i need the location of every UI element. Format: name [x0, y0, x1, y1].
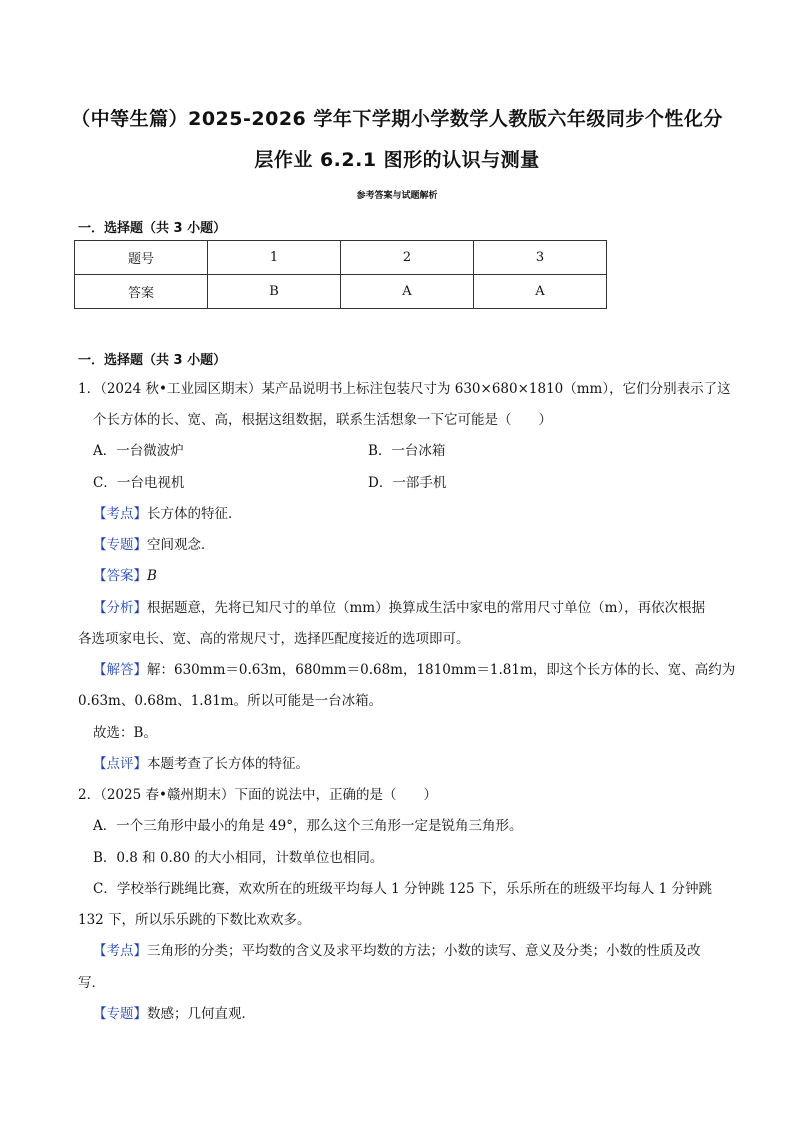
q1-dianping — [93, 754, 309, 774]
q1-guxuan: 故选：B。 — [93, 725, 157, 741]
kaodian-text: 三角形的分类；平均数的含义及求平均数的方法；小数的读写、意义及分类；小数的性质及改 — [147, 943, 701, 959]
jieda-tag: 【解答】 — [93, 662, 147, 678]
daan-tag: 【答案】 — [93, 568, 147, 584]
table-cell: 2 — [341, 241, 474, 275]
section-heading-questions: 一．选择题（共 3 小题） — [78, 353, 227, 368]
q1-option-b: B．一台冰箱 — [368, 443, 446, 459]
table-cell: 3 — [474, 241, 607, 275]
table-row — [75, 275, 607, 309]
q1-daan — [93, 566, 157, 586]
table-cell: A — [474, 275, 607, 309]
q1-kaodian — [93, 504, 242, 524]
q1-option-c: C．一台电视机 — [93, 475, 185, 491]
q1-fenxi-line2: 各选项家电长、宽、高的常规尺寸，选择匹配度接近的选项即可。 — [78, 631, 470, 647]
q2-option-b: B．0.8 和 0.80 的大小相同，计数单位也相同。 — [93, 850, 384, 866]
dianping-text: 本题考查了长方体的特征。 — [147, 756, 309, 772]
table-row — [75, 241, 607, 275]
table-cell: 题号 — [75, 241, 208, 275]
q1-option-d: D．一部手机 — [368, 475, 447, 491]
answer-table — [74, 240, 607, 309]
zhuanti-text: 数感；几何直观． — [147, 1006, 255, 1022]
zhuanti-text: 空间观念． — [147, 537, 215, 553]
q2-zhuanti — [93, 1004, 255, 1024]
q1-jieda-line1 — [93, 660, 735, 680]
q1-stem-line2: 个长方体的长、宽、高，根据这组数据，联系生活想象一下它可能是（ ） — [93, 412, 552, 428]
kaodian-tag: 【考点】 — [93, 506, 147, 522]
kaodian-tag: 【考点】 — [93, 943, 147, 959]
q2-stem: 2．（2025 春•赣州期末）下面的说法中，正确的是（ ） — [78, 787, 437, 803]
q2-option-c-line1: C．学校举行跳绳比赛，欢欢所在的班级平均每人 1 分钟跳 125 下，乐乐所在的班级平均每人 1 分钟跳 — [93, 881, 713, 897]
table-cell: A — [341, 275, 474, 309]
q2-kaodian-line1 — [93, 941, 701, 961]
doc-title-line1: （中等生篇）2025-2026 学年下学期小学数学人教版六年级同步个性化分 — [71, 108, 723, 130]
q1-stem-line1: 1．（2024 秋•工业园区期末）某产品说明书上标注包装尺寸为 630×680×1810（mm），它们分别表示了这 — [78, 381, 731, 397]
q1-zhuanti — [93, 535, 215, 555]
table-cell: 1 — [208, 241, 341, 275]
fenxi-text: 根据题意，先将已知尺寸的单位（mm）换算成生活中家电的常用尺寸单位（m），再依次根据 — [147, 600, 706, 616]
table-cell: 答案 — [75, 275, 208, 309]
q2-option-a: A．一个三角形中最小的角是 49°，那么这个三角形一定是锐角三角形。 — [93, 818, 523, 834]
daan-text: B — [147, 568, 157, 584]
zhuanti-tag: 【专题】 — [93, 537, 147, 553]
q1-jieda-line2: 0.63m、0.68m、1.81m。所以可能是一台冰箱。 — [78, 693, 383, 709]
fenxi-tag: 【分析】 — [93, 600, 147, 616]
kaodian-text: 长方体的特征． — [147, 506, 242, 522]
dianping-tag: 【点评】 — [93, 756, 147, 772]
jieda-text: 解：630mm＝0.63m，680mm＝0.68m，1810mm＝1.81m，即这个长方体的长、宽、高约为 — [147, 662, 736, 678]
q2-option-c-line2: 132 下，所以乐乐跳的下数比欢欢多。 — [78, 912, 311, 928]
doc-title-line2: 层作业 6.2.1 图形的认识与测量 — [254, 149, 540, 171]
zhuanti-tag: 【专题】 — [93, 1006, 147, 1022]
q2-kaodian-line2: 写． — [78, 975, 105, 991]
section-heading-answers: 一．选择题（共 3 小题） — [78, 221, 227, 236]
q1-fenxi-line1 — [93, 598, 705, 618]
table-cell: B — [208, 275, 341, 309]
q1-option-a: A．一台微波炉 — [93, 443, 184, 459]
doc-subtitle: 参考答案与试题解析 — [356, 191, 438, 201]
